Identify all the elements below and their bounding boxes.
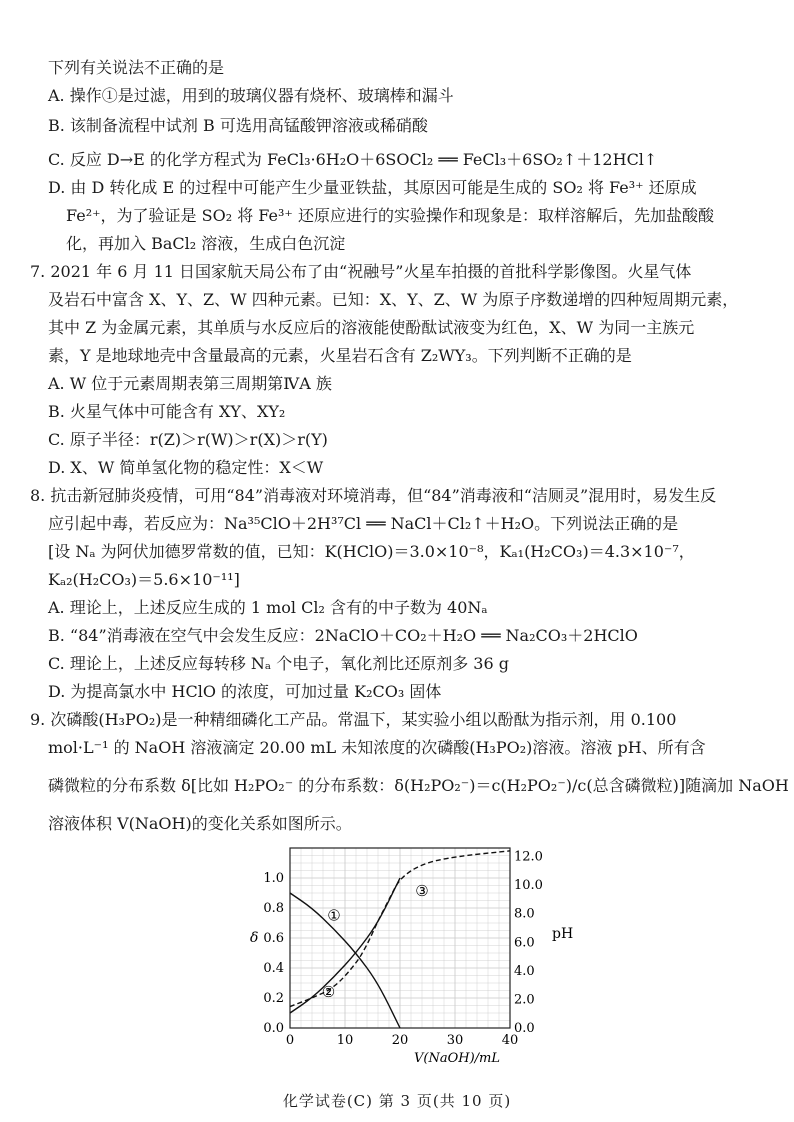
x-axis-label: V(NaOH)/mL	[414, 1051, 500, 1066]
x-tick-label: 30	[446, 1033, 464, 1048]
y-right-tick-label: 0.0	[514, 1021, 535, 1036]
option-d: D. X、W 简单氢化物的稳定性：X＜W	[48, 458, 324, 477]
y-right-tick-label: 8.0	[514, 906, 535, 922]
y-left-tick-label: 1.0	[263, 871, 284, 886]
question-7-text: 素，Y 是地球地壳中含量最高的元素，火星岩石含有 Z₂WY₃。下列判断不正确的是	[48, 346, 632, 365]
question-9: 9. 次磷酸(H₃PO₂)是一种精细磷化工产品。常温下，某实验小组以酚酞为指示剂，用 0.100	[30, 710, 677, 729]
y-left-tick-label: 0.6	[263, 931, 284, 946]
x-tick-label: 10	[336, 1033, 354, 1048]
y-right-axis-label: pH	[552, 926, 574, 942]
option-a: A. 理论上，上述反应生成的 1 mol Cl₂ 含有的中子数为 40Nₐ	[48, 598, 488, 617]
y-left-tick-label: 0.0	[263, 1021, 284, 1036]
y-right-tick-label: 10.0	[514, 878, 543, 894]
option-b: B. 火星气体中可能含有 XY、XY₂	[48, 402, 286, 421]
y-right-tick-label: 2.0	[514, 992, 535, 1008]
question-9-text: mol·L⁻¹ 的 NaOH 溶液滴定 20.00 mL 未知浓度的次磷酸(H₃PO₂)溶液。溶液 pH、所有含	[48, 738, 706, 757]
titration-chart	[230, 838, 574, 1068]
y-left-tick-label: 0.4	[263, 961, 284, 976]
x-tick-label: 0	[285, 1033, 295, 1048]
page-footer: 化学试卷(C) 第 3 页(共 10 页)	[282, 1092, 512, 1110]
y-left-axis-label: δ	[250, 930, 259, 946]
y-left-tick-label: 0.8	[263, 901, 284, 916]
y-right-tick-label: 6.0	[514, 935, 535, 951]
series-label: ①	[327, 906, 341, 925]
y-left-tick-label: 0.2	[263, 991, 284, 1006]
option-b: B. “84”消毒液在空气中会发生反应：2NaClO＋CO₂＋H₂O ══ Na₂CO₃＋2HClO	[48, 626, 638, 645]
option-a: A. 操作①是过滤，用到的玻璃仪器有烧杯、玻璃棒和漏斗	[48, 86, 454, 105]
option-d-cont: Fe²⁺，为了验证是 SO₂ 将 Fe³⁺ 还原应进行的实验操作和现象是：取样溶解后，先加盐酸酸	[66, 206, 714, 225]
y-right-tick-label: 4.0	[514, 963, 535, 979]
option-d-cont: 化，再加入 BaCl₂ 溶液，生成白色沉淀	[66, 234, 346, 253]
question-8-text: Kₐ₂(H₂CO₃)＝5.6×10⁻¹¹]	[48, 570, 240, 589]
option-a: A. W 位于元素周期表第三周期第ⅣA 族	[48, 374, 332, 393]
option-c: C. 反应 D→E 的化学方程式为 FeCl₃·6H₂O＋6SOCl₂ ══ FeCl₃＋6SO₂↑＋12HCl↑	[48, 150, 658, 169]
option-b: B. 该制备流程中试剂 B 可选用高锰酸钾溶液或稀硝酸	[48, 116, 428, 135]
option-c: C. 理论上，上述反应每转移 Nₐ 个电子，氧化剂比还原剂多 36 g	[48, 654, 509, 673]
x-tick-label: 40	[501, 1033, 519, 1048]
question-prompt: 下列有关说法不正确的是	[48, 58, 225, 77]
option-d: D. 由 D 转化成 E 的过程中可能产生少量亚铁盐，其原因可能是生成的 SO₂ 将 Fe³⁺ 还原成	[48, 178, 697, 197]
option-d: D. 为提高氯水中 HClO 的浓度，可加过量 K₂CO₃ 固体	[48, 682, 442, 701]
question-9-text: 磷微粒的分布系数 δ[比如 H₂PO₂⁻ 的分布系数：δ(H₂PO₂⁻)＝c(H₂PO₂⁻)/c(总含磷微粒)]随滴加 NaOH	[48, 776, 789, 795]
question-9-text: 溶液体积 V(NaOH)的变化关系如图所示。	[48, 814, 352, 833]
question-7: 7. 2021 年 6 月 11 日国家航天局公布了由“祝融号”火星车拍摄的首批科学影像图。火星气体	[30, 262, 692, 281]
question-8-text: [设 Nₐ 为阿伏加德罗常数的值，已知：K(HClO)＝3.0×10⁻⁸，Kₐ₁(H₂CO₃)＝4.3×10⁻⁷，	[48, 542, 695, 561]
series-label: ③	[415, 881, 429, 900]
x-tick-label: 20	[391, 1033, 409, 1048]
question-7-text: 及岩石中富含 X、Y、Z、W 四种元素。已知：X、Y、Z、W 为原子序数递增的四种短周期元素，	[48, 290, 739, 309]
series-label: ②	[321, 983, 336, 1001]
question-8-text: 应引起中毒，若反应为：Na³⁵ClO＋2H³⁷Cl ══ NaCl＋Cl₂↑＋H₂O。下列说法正确的是	[48, 514, 679, 533]
y-right-tick-label: 12.0	[514, 849, 543, 865]
option-c: C. 原子半径：r(Z)＞r(W)＞r(X)＞r(Y)	[48, 430, 328, 449]
question-8: 8. 抗击新冠肺炎疫情，可用“84”消毒液对环境消毒，但“84”消毒液和“洁厕灵”混用时，易发生反	[30, 486, 717, 505]
question-7-text: 其中 Z 为金属元素，其单质与水反应后的溶液能使酚酞试液变为红色，X、W 为同一主族元	[48, 318, 695, 337]
